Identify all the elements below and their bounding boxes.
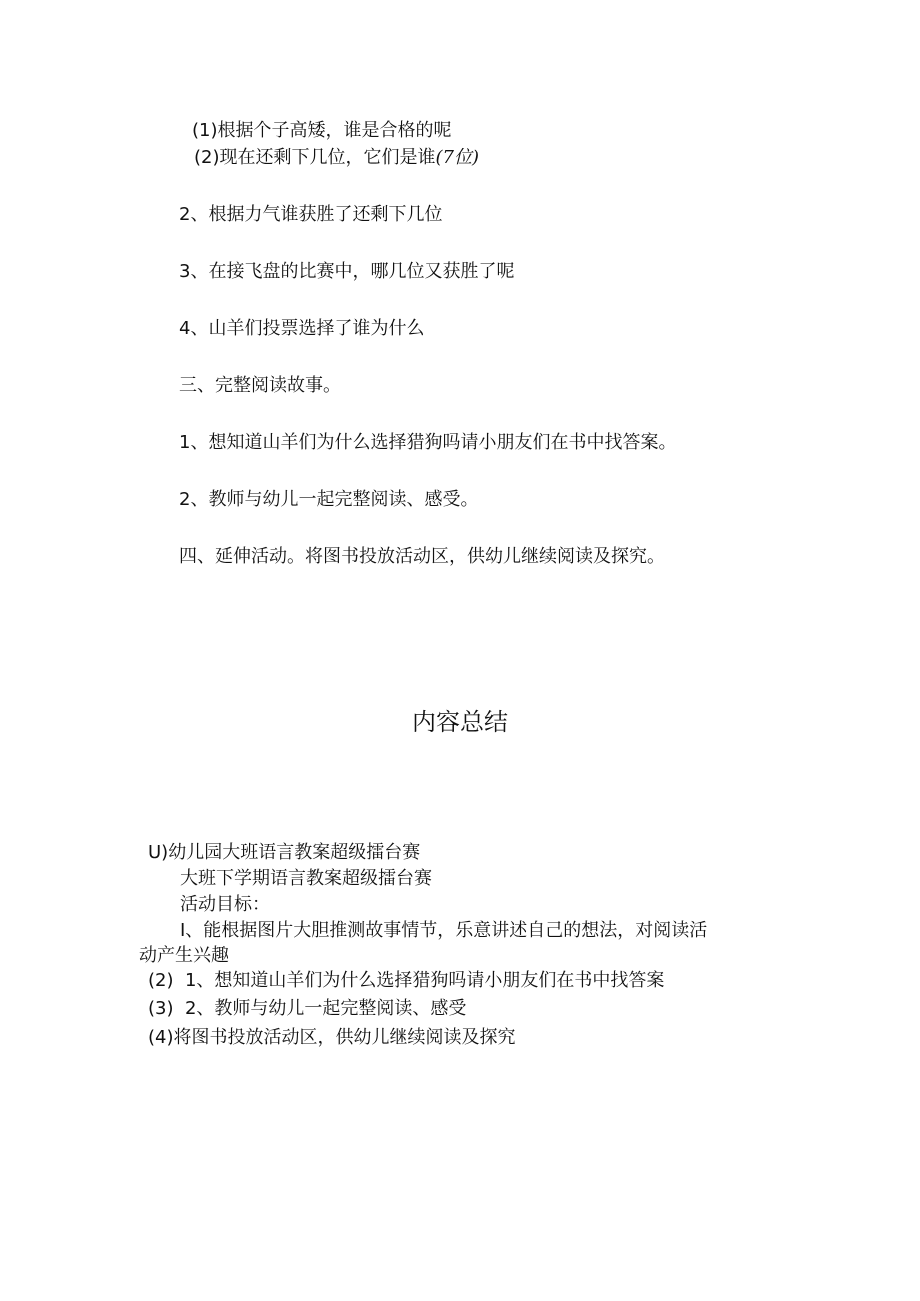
section-heading-4: 四、延伸活动。将图书投放活动区，供幼儿继续阅读及探究。 (179, 546, 665, 567)
section-3-item-1: 1、想知道山羊们为什么选择猎狗吗请小朋友们在书中找答案。 (179, 432, 677, 453)
question-2-note: (7位) (435, 147, 479, 168)
question-1: (1)根据个子高矮，谁是合格的呢 (192, 120, 452, 141)
summary-line-4b: 动产生兴趣 (139, 945, 229, 966)
summary-line-2: 大班下学期语言教案超级擂台赛 (180, 868, 432, 889)
summary-line-1: U)幼儿园大班语言教案超级擂台赛 (148, 842, 421, 863)
list-item-4: 4、山羊们投票选择了谁为什么 (179, 318, 425, 339)
summary-heading: 内容总结 (412, 708, 508, 736)
list-item-3: 3、在接飞盘的比赛中，哪几位又获胜了呢 (179, 261, 515, 282)
summary-line-3: 活动目标： (180, 894, 270, 915)
section-3-item-2: 2、教师与幼儿一起完整阅读、感受。 (179, 489, 479, 510)
summary-line-6: (3) 2、教师与幼儿一起完整阅读、感受 (148, 998, 467, 1019)
question-2 (194, 147, 479, 169)
summary-line-5: (2) 1、想知道山羊们为什么选择猎狗吗请小朋友们在书中找答案 (148, 970, 665, 991)
question-2-text: (2)现在还剩下几位，它们是谁 (194, 147, 436, 168)
summary-line-7: (4)将图书投放活动区，供幼儿继续阅读及探究 (148, 1027, 516, 1048)
summary-line-4a: I、能根据图片大胆推测故事情节，乐意讲述自己的想法，对阅读活 (180, 920, 708, 941)
section-heading-3: 三、完整阅读故事。 (179, 375, 341, 396)
list-item-2: 2、根据力气谁获胜了还剩下几位 (179, 204, 443, 225)
